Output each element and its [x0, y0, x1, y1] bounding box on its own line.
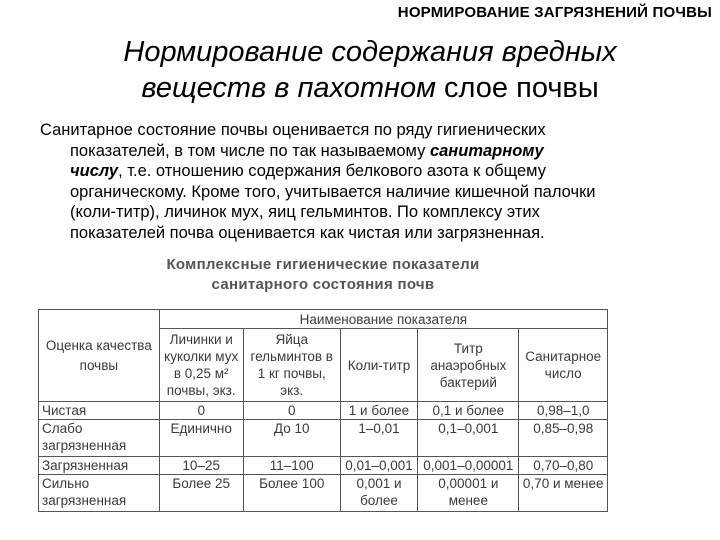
cell-larvae: 10–25 [159, 457, 243, 475]
header-larvae: Личинки и куколки мух в 0,25 м² почвы, экз. [159, 329, 243, 402]
paragraph-line-3 [40, 161, 715, 182]
paragraph-line-2 [40, 141, 715, 162]
table-title-line-1: Комплексные гигиенические показатели [166, 256, 480, 273]
header-helminth: Яйца гельминтов в 1 кг почвы, экз. [243, 329, 340, 402]
cell-quality: Чистая [39, 402, 160, 420]
term-number: числу [70, 162, 119, 180]
cell-larvae: Более 25 [159, 475, 243, 512]
body-paragraph [40, 120, 715, 243]
table-title-line-2: санитарного состояния почв [211, 276, 435, 293]
cell-sanitary: 0,85–0,98 [519, 420, 608, 457]
slide-title [40, 34, 700, 106]
table-row [39, 457, 608, 475]
header-anaerobic: Титр анаэробных бактерий [418, 329, 519, 402]
header-coli: Коли-титр [340, 329, 417, 402]
title-line-2-italic: веществ в пахотном [141, 72, 436, 104]
cell-sanitary: 0,70–0,80 [519, 457, 608, 475]
paragraph-line-3-text: , т.е. отношению содержания белкового азота к общему [118, 162, 546, 180]
table-row [39, 475, 608, 512]
cell-coli: 1 и более [340, 402, 417, 420]
slide-section-label: НОРМИРОВАНИЕ ЗАГРЯЗНЕНИЙ ПОЧВЫ [397, 4, 712, 21]
table-title [38, 255, 608, 295]
title-line-1: Нормирование содержания вредных [123, 36, 617, 68]
header-sanitary: Санитарное число [519, 329, 608, 402]
paragraph-line-2-text: показателей, в том числе по так называемому [70, 141, 430, 160]
cell-helminth: Более 100 [243, 475, 340, 512]
cell-coli: 0,001 и более [340, 475, 417, 512]
table-row [39, 402, 608, 420]
title-line-2-plain: слое почвы [436, 72, 599, 104]
cell-sanitary: 0,98–1,0 [519, 402, 608, 420]
cell-larvae: 0 [159, 402, 243, 420]
cell-quality: Сильно загрязненная [39, 475, 160, 512]
header-indicator-name: Наименование показателя [159, 310, 607, 329]
paragraph-line-5: (коли-титр), личинок мух, яиц гельминтов. По комплексу этих [70, 203, 540, 221]
cell-sanitary: 0,70 и менее [519, 475, 608, 512]
table-header-group-row [39, 310, 608, 329]
paragraph-line-1: Санитарное состояние почвы оценивается по ряду гигиенических [40, 121, 546, 139]
cell-quality: Слабо загрязненная [39, 420, 160, 457]
header-quality: Оценка качества почвы [39, 310, 160, 402]
cell-anaerobic: 0,00001 и менее [418, 475, 519, 512]
hygiene-indicators-table [38, 309, 608, 512]
scanned-table-figure [38, 255, 608, 535]
cell-coli: 1–0,01 [340, 420, 417, 457]
cell-coli: 0,01–0,001 [340, 457, 417, 475]
cell-helminth: 11–100 [243, 457, 340, 475]
table-row [39, 420, 608, 457]
paragraph-line-4: органическому. Кроме того, учитывается наличие кишечной палочки [70, 182, 596, 201]
cell-anaerobic: 0,001–0,00001 [418, 457, 519, 475]
cell-anaerobic: 0,1–0,001 [418, 420, 519, 457]
cell-helminth: До 10 [243, 420, 340, 457]
cell-helminth: 0 [243, 402, 340, 420]
paragraph-line-6: показателей почва оценивается как чистая или загрязненная. [70, 223, 545, 242]
cell-quality: Загрязненная [39, 457, 160, 475]
term-sanitary: санитарному [429, 141, 544, 160]
cell-larvae: Единично [159, 420, 243, 457]
cell-anaerobic: 0,1 и более [418, 402, 519, 420]
